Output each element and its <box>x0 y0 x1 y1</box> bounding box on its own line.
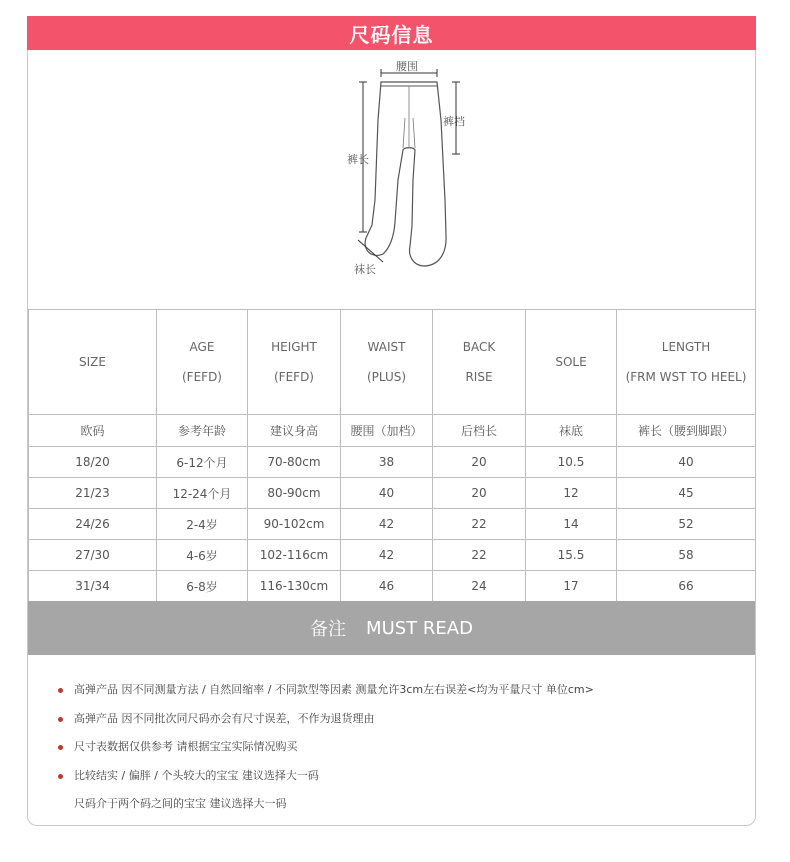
table-cell: 116-130cm <box>248 571 341 602</box>
table-cell: 4-6岁 <box>157 540 248 571</box>
table-cell: 21/23 <box>29 478 157 509</box>
header-size: SIZE <box>29 310 157 415</box>
table-cell: 27/30 <box>29 540 157 571</box>
zh-header-cell: 裤长（腰到脚跟） <box>617 415 756 447</box>
header-back-rise: BACK RISE <box>433 310 526 415</box>
bullet-icon <box>58 688 63 693</box>
bullet-icon <box>58 774 63 779</box>
note-item: 高弹产品 因不同测量方法 / 自然回缩率 / 不同款型等因素 测量允许3cm左右误差<均为平量尺寸 单位cm> <box>58 676 748 705</box>
zh-header-cell: 欧码 <box>29 415 157 447</box>
notes-list <box>58 676 748 819</box>
notes-title-zh: 备注 <box>310 619 347 640</box>
table-cell: 42 <box>341 540 433 571</box>
zh-header-cell: 腰围（加档） <box>341 415 433 447</box>
table-cell: 22 <box>433 509 526 540</box>
table-row <box>29 478 756 509</box>
table-cell: 42 <box>341 509 433 540</box>
table-row <box>29 571 756 602</box>
rise-label: 裤档 <box>443 115 465 128</box>
zh-header-cell: 袜底 <box>526 415 617 447</box>
length-label: 裤长 <box>347 153 369 166</box>
table-cell: 17 <box>526 571 617 602</box>
note-item: 尺码介于两个码之间的宝宝 建议选择大一码 <box>74 797 287 810</box>
table-cell: 70-80cm <box>248 447 341 478</box>
banner-title: 尺码信息 <box>349 22 434 47</box>
table-cell: 45 <box>617 478 756 509</box>
header-age: AGE (FEFD) <box>157 310 248 415</box>
table-cell: 22 <box>433 540 526 571</box>
table-cell: 66 <box>617 571 756 602</box>
zh-header-cell: 建议身高 <box>248 415 341 447</box>
table-cell: 31/34 <box>29 571 157 602</box>
table-row <box>29 540 756 571</box>
zh-header-cell: 参考年龄 <box>157 415 248 447</box>
table-cell: 12 <box>526 478 617 509</box>
must-read-bar <box>28 601 755 655</box>
size-info-banner <box>27 16 756 50</box>
table-cell: 46 <box>341 571 433 602</box>
table-cell: 58 <box>617 540 756 571</box>
header-waist: WAIST (PLUS) <box>341 310 433 415</box>
sole-label: 袜长 <box>354 263 376 276</box>
table-cell: 80-90cm <box>248 478 341 509</box>
table-cell: 14 <box>526 509 617 540</box>
bullet-icon <box>58 717 63 722</box>
table-row <box>29 447 756 478</box>
table-cell: 20 <box>433 478 526 509</box>
header-length: LENGTH (FRM WST TO HEEL) <box>617 310 756 415</box>
table-cell: 24 <box>433 571 526 602</box>
table-cell: 40 <box>617 447 756 478</box>
table-header-row <box>29 310 756 415</box>
table-cell: 40 <box>341 478 433 509</box>
table-cell: 52 <box>617 509 756 540</box>
table-cell: 38 <box>341 447 433 478</box>
table-cell: 15.5 <box>526 540 617 571</box>
table-cell: 18/20 <box>29 447 157 478</box>
table-zh-header-row <box>29 415 756 447</box>
tights-outline <box>365 82 446 266</box>
table-cell: 24/26 <box>29 509 157 540</box>
tights-diagram <box>330 55 480 285</box>
table-cell: 90-102cm <box>248 509 341 540</box>
waist-label: 腰围 <box>396 60 418 73</box>
table-cell: 10.5 <box>526 447 617 478</box>
table-row <box>29 509 756 540</box>
table-cell: 6-12个月 <box>157 447 248 478</box>
note-item: 高弹产品 因不同批次同尺码亦会有尺寸误差，不作为退货理由 <box>58 705 748 734</box>
notes-title-en: MUST READ <box>366 617 473 639</box>
table-cell: 6-8岁 <box>157 571 248 602</box>
zh-header-cell: 后档长 <box>433 415 526 447</box>
table-cell: 102-116cm <box>248 540 341 571</box>
note-item: 尺寸表数据仅供参考 请根据宝宝实际情况购买 <box>58 733 748 762</box>
bullet-icon <box>58 745 63 750</box>
header-sole: SOLE <box>526 310 617 415</box>
note-item: 比较结实 / 偏胖 / 个头较大的宝宝 建议选择大一码 <box>58 762 748 791</box>
table-cell: 12-24个月 <box>157 478 248 509</box>
header-height: HEIGHT (FEFD) <box>248 310 341 415</box>
table-cell: 2-4岁 <box>157 509 248 540</box>
size-table <box>28 309 756 602</box>
table-cell: 20 <box>433 447 526 478</box>
